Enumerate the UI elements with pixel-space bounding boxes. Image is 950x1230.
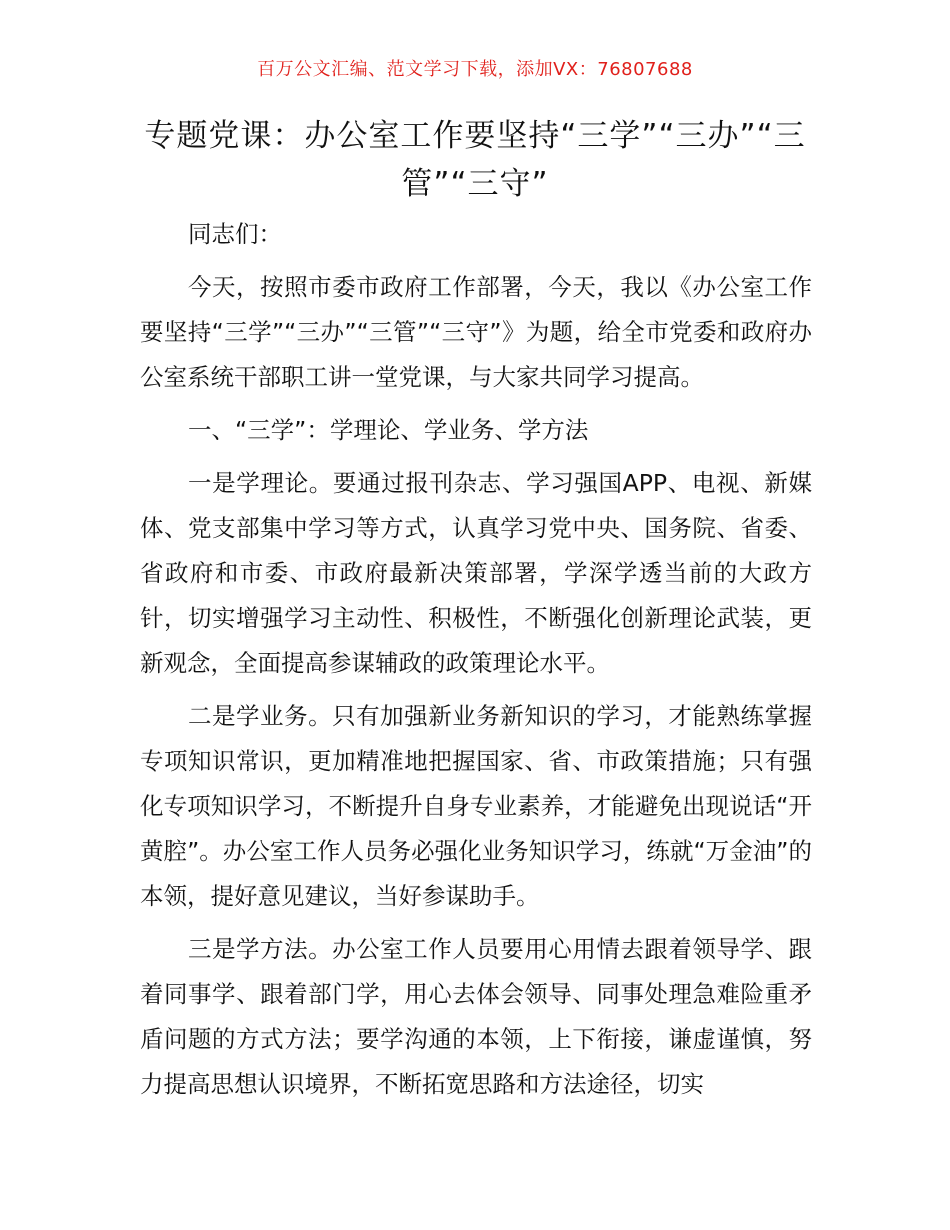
document-title: 专题党课：办公室工作要坚持“三学”“三办”“三管”“三守” [144,118,806,202]
watermark-banner: 百万公文汇编、范文学习下载，添加VX：76807688 [257,59,693,80]
salutation-paragraph: 同志们： [188,220,282,248]
body-paragraph: 二是学业务。只有加强新业务新知识的学习，才能熟练掌握专项知识常识，更加精准地把握国家、省、市政策措施；只有强化专项知识学习，不断提升自身专业素养，才能避免出现说话“开黄腔”。办公室工作人员务必强化业务知识学习，练就“万金油”的本领，提好意见建议，当好参谋助手。 [140,702,812,910]
document-body [140,212,812,1115]
body-paragraph: 一是学理论。要通过报刊杂志、学习强国APP、电视、新媒体、党支部集中学习等方式，认真学习党中央、国务院、省委、省政府和市委、市政府最新决策部署，学深学透当前的大政方针，切实增强学习主动性、积极性，不断强化创新理论武装，更新观念，全面提高参谋辅政的政策理论水平。 [140,469,812,677]
body-paragraph: 三是学方法。办公室工作人员要用心用情去跟着领导学、跟着同事学、跟着部门学，用心去体会领导、同事处理急难险重矛盾问题的方式方法；要学沟通的本领，上下衔接，谦虚谨慎，努力提高思想认识境界，不断拓宽思路和方法途径，切实 [140,935,812,1098]
intro-paragraph: 今天，按照市委市政府工作部署，今天，我以《办公室工作要坚持“三学”“三办”“三管”“三守”》为题，给全市党委和政府办公室系统干部职工讲一堂党课，与大家共同学习提高。 [140,273,812,391]
section-heading: 一、“三学”：学理论、学业务、学方法 [188,416,589,444]
